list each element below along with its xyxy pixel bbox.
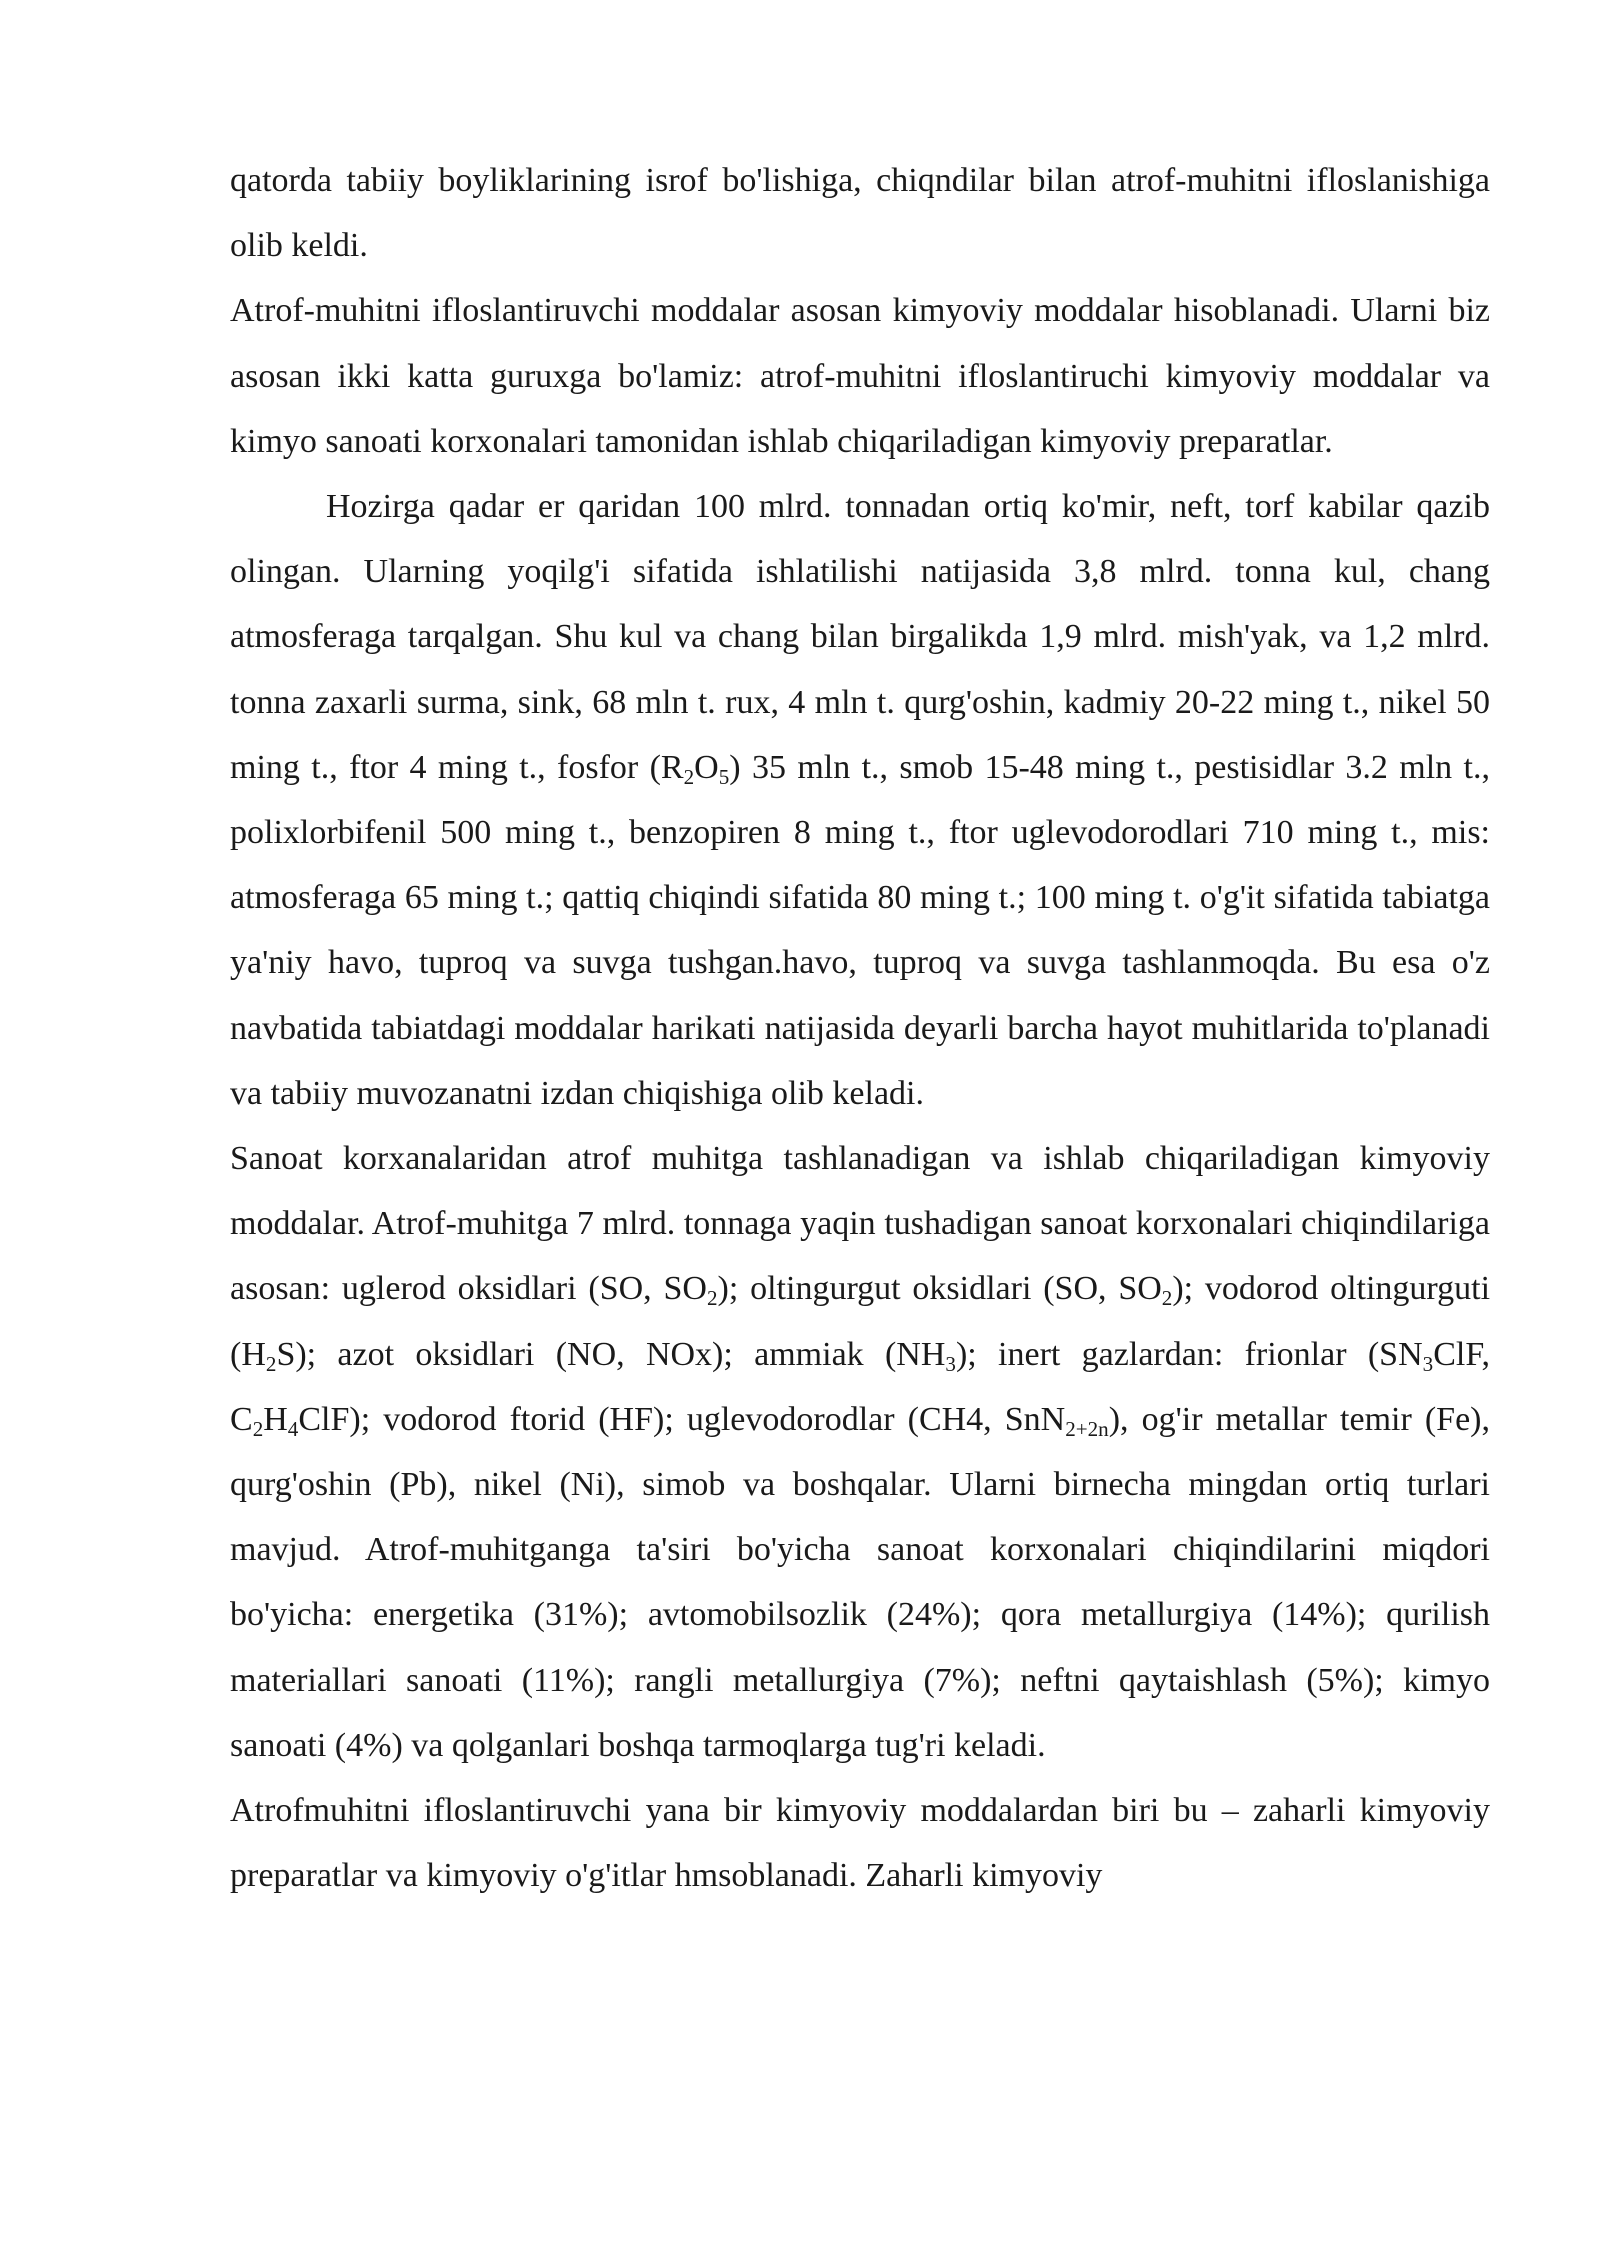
text-run: ); oltingurgut oksidlari (SO, SO: [717, 1270, 1162, 1308]
subscript: 3: [945, 1351, 956, 1376]
subscript: 2: [683, 764, 695, 789]
paragraph-5: [230, 1778, 1490, 1908]
text-run: Sanoat korxanalaridan atrof muhitga tashlanadigan va ishlab chiqariladigan kimyoviy moddalar. Atrof-muhitga 7 mlrd. tonnaga yaqin tushadigan sanoat korxonalari chiqindilariga asosan: uglerod oksidlari (SO, SO: [230, 1140, 1490, 1308]
paragraph-1: [230, 148, 1490, 278]
paragraph-4: [230, 1126, 1490, 1778]
text-run: ) 35 mln t., smob 15-48 ming t., pestisidlar 3.2 mln t., polixlorbifenil 500 ming t., benzopiren 8 ming t., ftor uglevodorodlari 710 ming t., mis: atmosferaga 65 ming t.; qattiq chiqindi sifatida 80 ming t.; 100 ming t. o'g'it sifatida tabiatga ya'niy havo, tuproq va suvga tushgan.havo, tuproq va suvga tashlanmoqda. Bu esa o'z navbatida tabiatdagi moddalar harikati natijasida deyarli barcha hayot muhitlarida to'planadi va tabiiy muvozanatni izdan chiqishiga olib keladi.: [230, 748, 1491, 1112]
text-run: qatorda tabiiy boyliklarining isrof bo'lishiga, chiqndilar bilan atrof-muhitni ifloslanishiga olib keldi.: [230, 162, 1490, 265]
subscript: 2+2n: [1065, 1416, 1109, 1441]
text-run: Hozirga qadar er qaridan 100 mlrd. tonnadan ortiq ko'mir, neft, torf kabilar qazib olingan. Ularning yoqilg'i sifatida ishlatilishi natijasida 3,8 mlrd. tonna kul, chang atmosferaga tarqalgan. Shu kul va chang bilan birgalikda 1,9 mlrd. mish'yak, va 1,2 mlrd. tonna zaxarli surma, sink, 68 mln t. rux, 4 mln t. qurg'oshin, kadmiy 20-22 ming t., nikel 50 ming t., ftor 4 ming t., fosfor (R: [230, 488, 1490, 786]
subscript: 2: [252, 1416, 264, 1441]
paragraph-3: [230, 474, 1490, 1126]
paragraph-2: [230, 278, 1490, 474]
text-run: Atrof-muhitni ifloslantiruvchi moddalar asosan kimyoviy moddalar hisoblanadi. Ularni biz asosan ikki katta guruxga bo'lamiz: atrof-muhitni ifloslantiruchi kimyoviy moddalar va kimyo sanoati korxonalari tamonidan ishlab chiqariladigan kimyoviy preparatlar.: [230, 292, 1490, 460]
text-run: ClF); vodorod ftorid (HF); uglevodorodlar (CH4, SnN: [298, 1400, 1066, 1438]
text-run: H: [263, 1400, 288, 1438]
text-run: Atrofmuhitni ifloslantiruvchi yana bir kimyoviy moddalardan biri bu – zaharli kimyoviy preparatlar va kimyoviy o'g'itlar hmsoblanadi. Zaharli kimyoviy: [230, 1792, 1490, 1895]
subscript: 3: [1422, 1351, 1434, 1376]
text-run: S); azot oksidlari (NO, NOx); ammiak (NH: [276, 1335, 946, 1373]
text-run: ), og'ir metallar temir (Fe), qurg'oshin (Pb), nikel (Ni), simob va boshqalar. Ularni birnecha mingdan ortiq turlari mavjud. Atrof-muhitganga ta'siri bo'yicha sanoat korxonalari chiqindilarini miqdori bo'yicha: energetika (31%); avtomobilsozlik (24%); qora metallurgiya (14%); qurilish materiallari sanoati (11%); rangli metallurgiya (7%); neftni qaytaishlash (5%); kimyo sanoati (4%) va qolganlari boshqa tarmoqlarga tug'ri keladi.: [230, 1400, 1491, 1764]
subscript: 5: [718, 764, 730, 789]
document-page: [230, 148, 1490, 1908]
subscript: 2: [1161, 1286, 1173, 1311]
text-run: O: [694, 748, 719, 786]
text-run: ); inert gazlardan: frionlar (SN: [955, 1335, 1423, 1373]
text-run: ); vodorod oltingurguti (H: [230, 1270, 1491, 1373]
subscript: 2: [265, 1351, 277, 1376]
text-run: ClF, C: [230, 1335, 1491, 1438]
subscript: 2: [706, 1286, 718, 1311]
subscript: 4: [287, 1416, 299, 1441]
